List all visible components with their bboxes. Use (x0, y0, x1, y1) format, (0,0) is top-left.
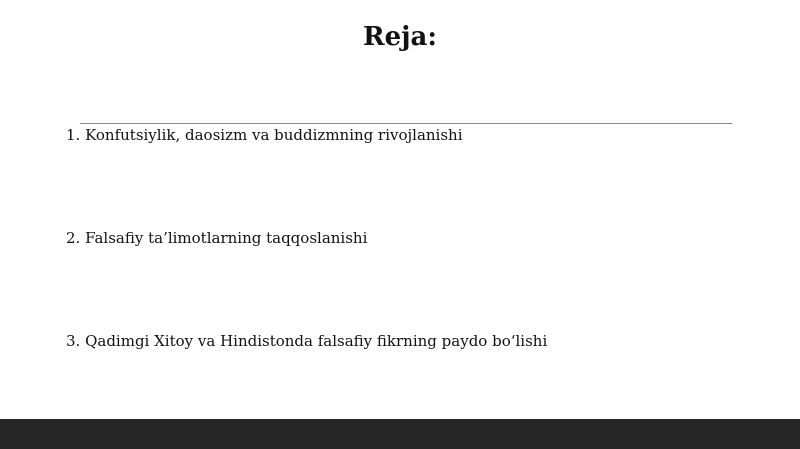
plan-item-3: 3. Qadimgi Xitoy va Hindistonda falsafiy fikrning paydo bo‘lishi (66, 332, 548, 350)
bottom-bar (0, 419, 800, 449)
slide-title: Reja: (362, 22, 437, 52)
plan-item-2: 2. Falsafiy ta’limotlarning taqqoslanishi (66, 229, 368, 247)
plan-item-1: 1. Konfutsiylik, daosizm va buddizmning rivojlanishi (66, 126, 463, 144)
